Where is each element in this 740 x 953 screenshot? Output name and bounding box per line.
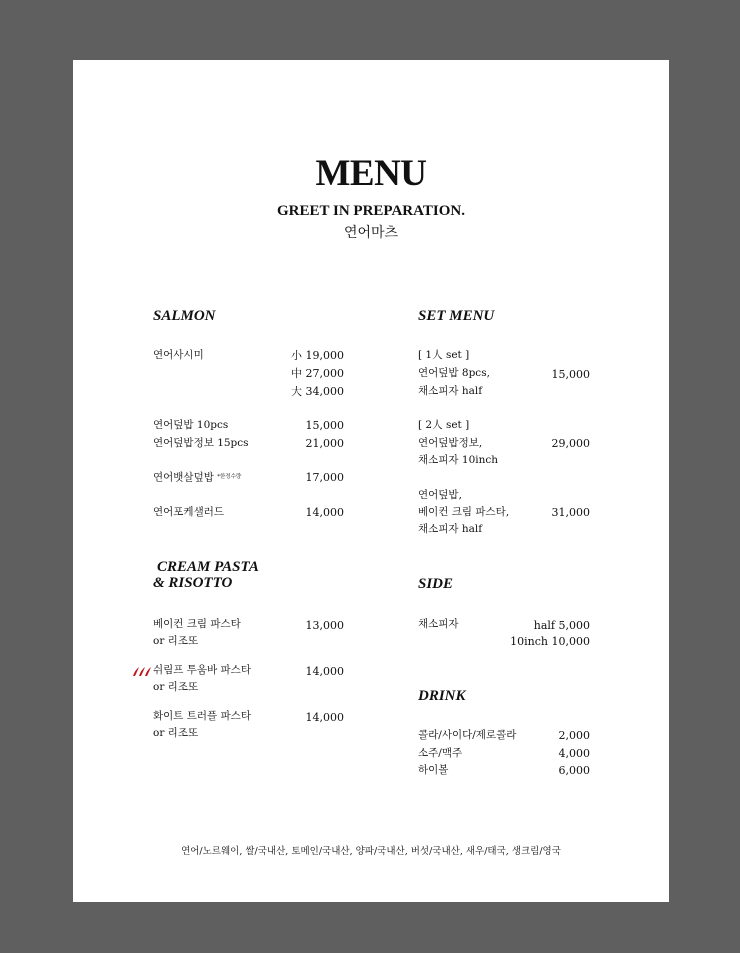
item-salmon-poke: 연어포케샐러드 <box>153 506 225 518</box>
price-set2: 29,000 <box>551 437 590 450</box>
price-salmon-don-15: 21,000 <box>305 437 344 450</box>
item-shrimp-pasta: 쉬림프 투움바 파스타 <box>153 664 251 676</box>
origin-footer: 연어/노르웨이, 쌀/국내산, 토메인/국내산, 양파/국내산, 버섯/국내산, 새우/태국, 생크림/영국 <box>181 846 561 857</box>
item-drink-highball: 하이볼 <box>418 764 449 776</box>
item-shrimp-pasta-sub: or 리조또 <box>153 681 199 693</box>
set3-line2: 베이컨 크림 파스타, <box>418 506 510 518</box>
price-truffle-pasta: 14,000 <box>305 711 344 724</box>
menu-title: MENU <box>315 153 427 194</box>
brand-name: 연어마츠 <box>343 225 399 241</box>
section-set-menu-heading: SET MENU <box>418 308 495 324</box>
item-drink-soda: 콜라/사이다/제로콜라 <box>418 729 517 741</box>
section-side-heading: SIDE <box>418 576 454 592</box>
set2-line1: 연어덮밥정보, <box>418 437 483 449</box>
item-drink-soju-beer: 소주/맥주 <box>418 747 463 759</box>
set3-line3: 채소피자 half <box>418 523 483 535</box>
item-bacon-pasta: 베이컨 크림 파스타 <box>153 618 241 630</box>
price-salmon-belly: 17,000 <box>305 471 344 484</box>
price-bacon-pasta: 13,000 <box>305 619 344 632</box>
set1-line2: 채소피자 half <box>418 385 483 397</box>
set2-line2: 채소피자 10inch <box>418 454 499 466</box>
item-salmon-sashimi: 연어사시미 <box>153 349 204 361</box>
price-salmon-poke: 14,000 <box>305 506 344 519</box>
item-bacon-pasta-sub: or 리조또 <box>153 635 199 647</box>
item-salmon-don-10: 연어덮밥 10pcs <box>153 419 229 431</box>
section-salmon-heading: SALMON <box>153 308 216 324</box>
menu-subtitle: GREET IN PREPARATION. <box>277 203 465 219</box>
price-sashimi-large: 大 34,000 <box>291 385 344 398</box>
set2-label: [ 2人 set ] <box>418 419 470 431</box>
section-drink-heading: DRINK <box>418 688 466 704</box>
price-sashimi-small: 小 19,000 <box>291 349 344 362</box>
price-salmon-don-10: 15,000 <box>305 419 344 432</box>
set1-line1: 연어덮밥 8pcs, <box>418 367 490 379</box>
price-drink-soju-beer: 4,000 <box>558 747 590 760</box>
set3-line1: 연어덮밥, <box>418 489 462 501</box>
item-truffle-pasta-sub: or 리조또 <box>153 727 199 739</box>
limited-note: *한정수량 <box>217 474 242 480</box>
price-veg-pizza-10inch: 10inch 10,000 <box>510 635 590 648</box>
price-shrimp-pasta: 14,000 <box>305 665 344 678</box>
item-salmon-belly-label: 연어뱃살덮밥 <box>153 471 214 484</box>
section-pasta-heading-1: CREAM PASTA <box>157 559 259 575</box>
item-salmon-belly <box>153 469 241 487</box>
section-pasta-heading-2: & RISOTTO <box>153 575 233 591</box>
price-veg-pizza-half: half 5,000 <box>533 619 590 632</box>
price-sashimi-medium: 中 27,000 <box>291 367 344 380</box>
chili-pepper-icon <box>132 665 152 677</box>
price-set3: 31,000 <box>551 506 590 519</box>
item-salmon-don-15: 연어덮밥정보 15pcs <box>153 437 249 449</box>
menu-page <box>73 60 669 902</box>
price-drink-highball: 6,000 <box>558 764 590 777</box>
item-truffle-pasta: 화이트 트러플 파스타 <box>153 710 251 722</box>
set1-label: [ 1人 set ] <box>418 349 470 361</box>
item-veg-pizza: 채소피자 <box>418 618 459 630</box>
price-set1: 15,000 <box>551 368 590 381</box>
price-drink-soda: 2,000 <box>558 729 590 742</box>
